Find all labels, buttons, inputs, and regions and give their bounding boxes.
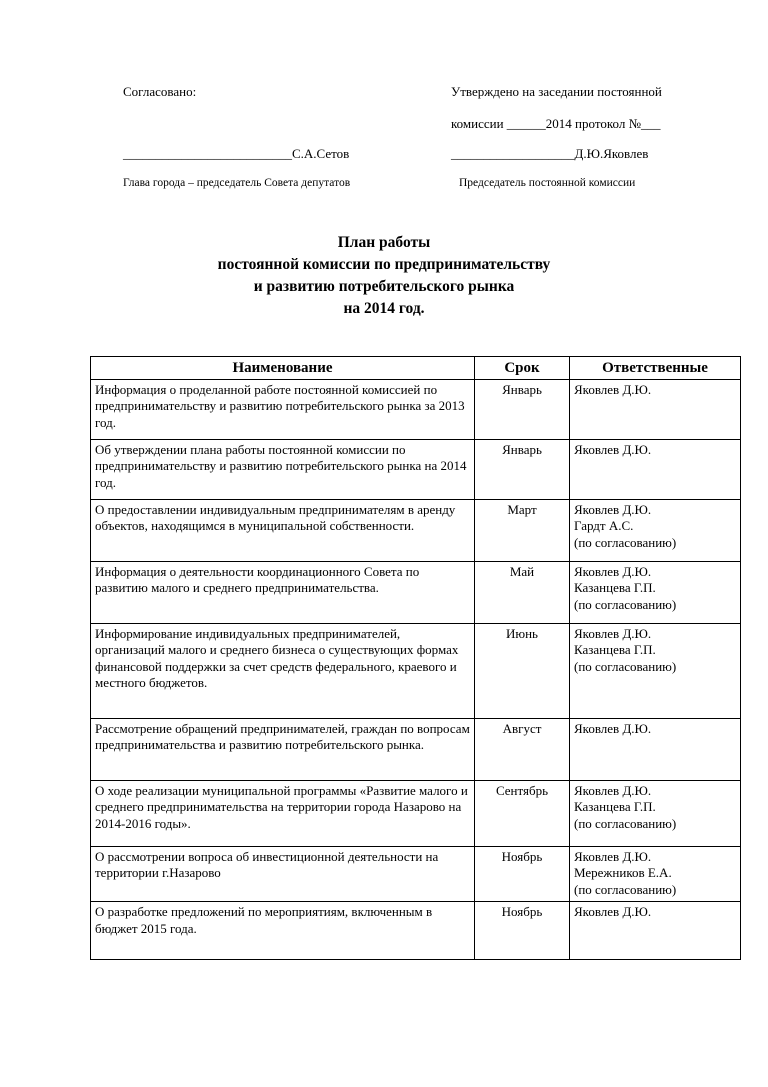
- responsible-person: Яковлев Д.Ю.: [574, 625, 652, 641]
- responsible-person: Яковлев Д.Ю.: [574, 501, 652, 517]
- row-responsible-cell: [570, 499, 741, 561]
- approved-label: Утверждено на заседании постоянной: [451, 84, 662, 99]
- chairman-position: Председатель постоянной комиссии: [459, 177, 636, 189]
- table-row: [91, 846, 741, 902]
- row-responsible-cell: [570, 780, 741, 846]
- row-name-cell: О разработке предложений по мероприятиям, включенным в бюджет 2015 года.: [91, 902, 475, 960]
- responsible-person: Гардт А.С.: [574, 518, 634, 533]
- row-term-cell: Ноябрь: [475, 846, 570, 902]
- table-row: [91, 439, 741, 499]
- row-name-cell: О предоставлении индивидуальным предпринимателям в аренду объектов, находящимся в муниципальной собственности.: [91, 499, 475, 561]
- row-term-cell: Июнь: [475, 623, 570, 718]
- row-term-cell: Сентябрь: [475, 780, 570, 846]
- row-name-cell: Об утверждении плана работы постоянной комиссии по предпринимательству и развитию потребительского рынка на 2014 год.: [91, 439, 475, 499]
- responsible-person: (по согласованию): [574, 534, 677, 550]
- row-term-cell: Май: [475, 561, 570, 623]
- row-term-cell: Август: [475, 718, 570, 780]
- table-row: [91, 902, 741, 960]
- table-row: [91, 780, 741, 846]
- responsible-person: Яковлев Д.Ю.: [574, 381, 652, 397]
- column-header-term: Срок: [475, 357, 570, 380]
- row-name-cell: Рассмотрение обращений предпринимателей, граждан по вопросам предпринимательства и развитию потребительского рынка.: [91, 718, 475, 780]
- row-term-cell: Март: [475, 499, 570, 561]
- row-responsible-cell: [570, 902, 741, 960]
- table-row: [91, 718, 741, 780]
- row-responsible-cell: [570, 379, 741, 439]
- row-name-cell: О ходе реализации муниципальной программы «Развитие малого и среднего предпринимательства на территории города Назарово на 2014-2016 годы».: [91, 780, 475, 846]
- row-responsible-cell: [570, 718, 741, 780]
- row-name-cell: Информирование индивидуальных предпринимателей, организаций малого и среднего бизнеса о существующих формах финансовой поддержки за счет средств федерального, краевого и местного бюджетов.: [91, 623, 475, 718]
- responsible-person: (по согласованию): [574, 658, 677, 674]
- agreed-label: Согласовано:: [123, 84, 197, 99]
- responsible-person: (по согласованию): [574, 596, 677, 612]
- title-line-4: на 2014 год.: [343, 300, 425, 317]
- column-header-responsible: Ответственные: [570, 357, 741, 380]
- mayor-signature-line: __________________________С.А.Сетов: [123, 146, 350, 161]
- title-line-3: и развитию потребительского рынка: [253, 278, 515, 295]
- mayor-position: Глава города – председатель Совета депутатов: [123, 177, 351, 189]
- row-responsible-cell: [570, 561, 741, 623]
- row-name-cell: Информация о деятельности координационного Совета по развитию малого и среднего предпринимательства.: [91, 561, 475, 623]
- responsible-person: Яковлев Д.Ю.: [574, 441, 652, 457]
- title-line-2: постоянной комиссии по предпринимательству: [217, 256, 551, 273]
- responsible-person: Яковлев Д.Ю.: [574, 563, 652, 579]
- chairman-signature-line: ___________________Д.Ю.Яковлев: [451, 146, 649, 161]
- responsible-person: (по согласованию): [574, 815, 677, 831]
- table-row: [91, 379, 741, 439]
- row-responsible-cell: [570, 846, 741, 902]
- responsible-person: Яковлев Д.Ю.: [574, 848, 652, 864]
- table-row: [91, 561, 741, 623]
- responsible-person: Мережников Е.А.: [574, 865, 672, 880]
- responsible-person: (по согласованию): [574, 881, 677, 897]
- table-row: [91, 499, 741, 561]
- row-term-cell: Январь: [475, 379, 570, 439]
- responsible-person: Казанцева Г.П.: [574, 580, 656, 595]
- table-header-row: [91, 357, 741, 380]
- row-term-cell: Январь: [475, 439, 570, 499]
- document-title: [0, 232, 768, 320]
- row-name-cell: О рассмотрении вопроса об инвестиционной деятельности на территории г.Назарово: [91, 846, 475, 902]
- row-responsible-cell: [570, 623, 741, 718]
- table-row: [91, 623, 741, 718]
- row-term-cell: Ноябрь: [475, 902, 570, 960]
- row-responsible-cell: [570, 439, 741, 499]
- column-header-name: Наименование: [91, 357, 475, 380]
- responsible-person: Яковлев Д.Ю.: [574, 904, 652, 919]
- title-line-1: План работы: [337, 234, 431, 251]
- responsible-person: Казанцева Г.П.: [574, 642, 656, 657]
- protocol-line: комиссии ______2014 протокол №___: [451, 116, 661, 131]
- row-name-cell: Информация о проделанной работе постоянной комиссией по предпринимательству и развитию потребительского рынка за 2013 год.: [91, 379, 475, 439]
- responsible-person: Яковлев Д.Ю.: [574, 720, 652, 736]
- responsible-person: Казанцева Г.П.: [574, 799, 656, 814]
- work-plan-table: [90, 356, 741, 960]
- responsible-person: Яковлев Д.Ю.: [574, 782, 652, 798]
